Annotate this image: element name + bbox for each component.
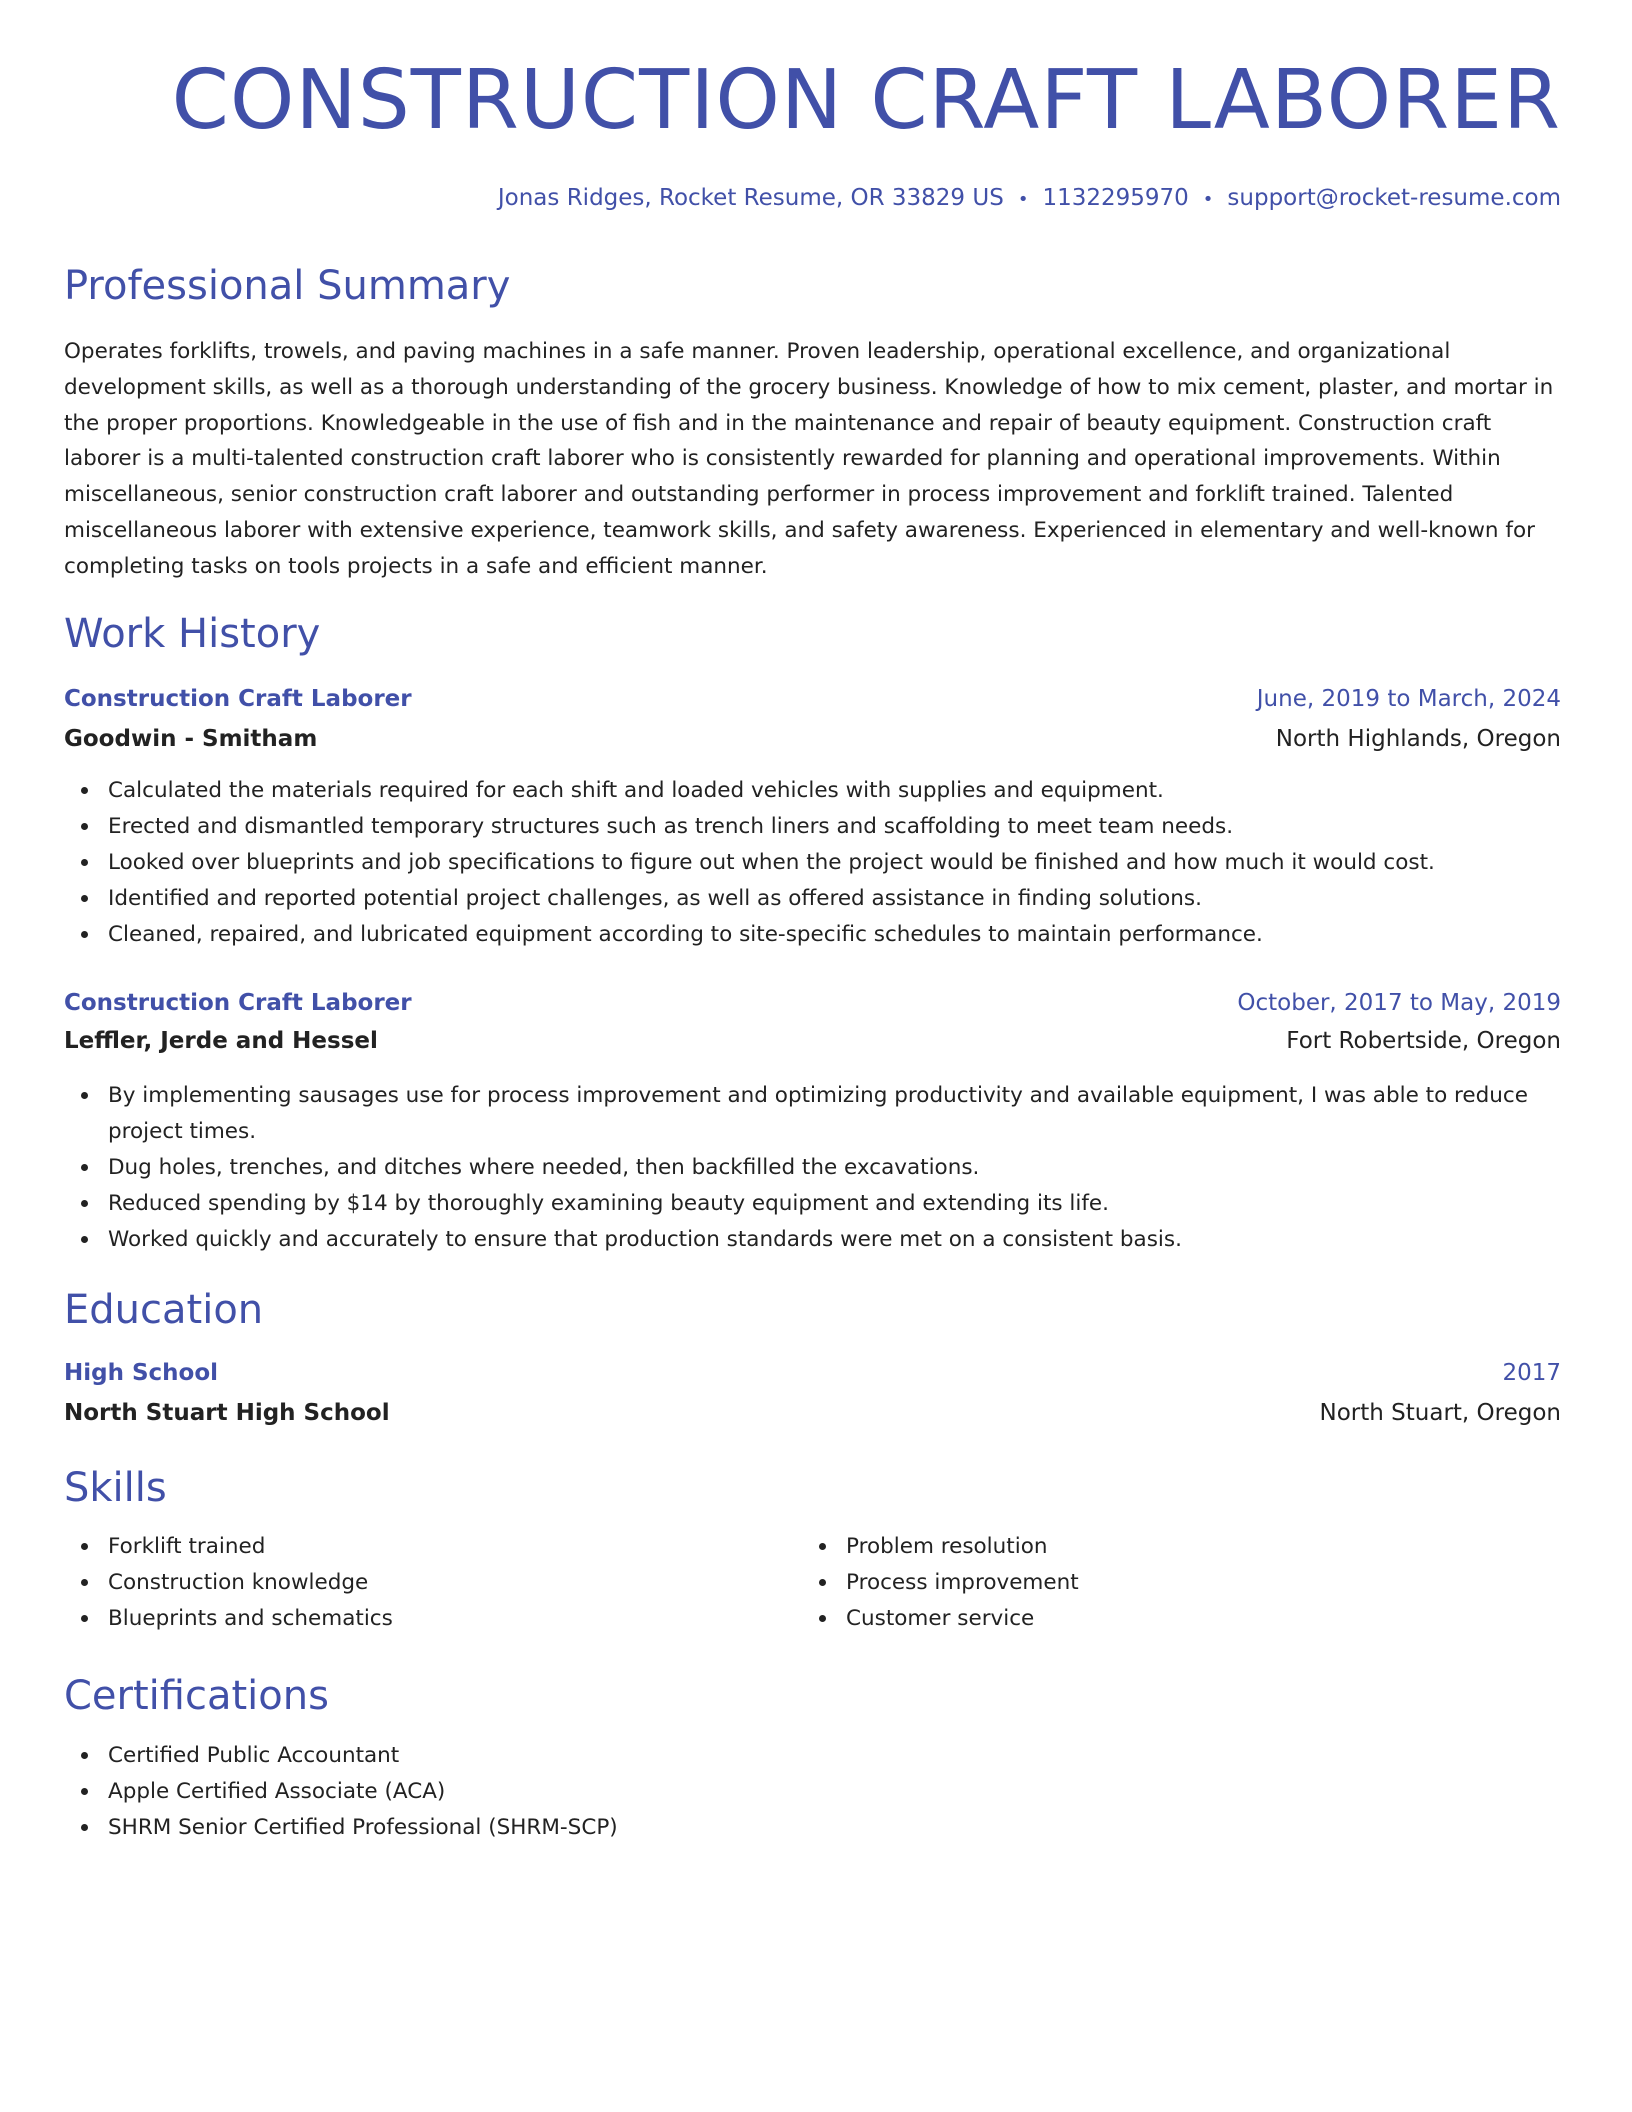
contact-address: Jonas Ridges, Rocket Resume, OR 33829 US [497, 185, 1004, 211]
job-employer [64, 724, 1561, 754]
education-year: 2017 [1502, 1360, 1561, 1386]
education-school: North Stuart High School [64, 1400, 390, 1426]
education-school-row [64, 1398, 1561, 1428]
job-location: Fort Robertside, Oregon [1286, 1028, 1561, 1054]
education-header [64, 1358, 1561, 1388]
skills-list-right [802, 1529, 1546, 1637]
list-item: Cleaned, repaired, and lubricated equipment according to site-specific schedules to maintain performance. [108, 917, 1561, 953]
skills-list-left [64, 1529, 748, 1637]
list-item: Erected and dismantled temporary structures such as trench liners and scaffolding to meet team needs. [108, 809, 1561, 845]
job-employer [64, 1026, 1561, 1056]
job-location: North Highlands, Oregon [1275, 726, 1561, 752]
list-item: Dug holes, trenches, and ditches where needed, then backfilled the excavations. [108, 1150, 1561, 1186]
summary-text: Operates forklifts, trowels, and paving machines in a safe manner. Proven leadership, operational excellence, and organizational development skills, as well as a thorough understanding of the grocery business. Knowledge of how to mix cement, plaster, and mortar in the proper proportions. Knowledgeable in the use of fish and in the maintenance and repair of beauty equipment. Construction craft laborer is a multi-talented construction craft laborer who is consistently rewarded for planning and operational improvements. Within miscellaneous, senior construction craft laborer and outstanding performer in process improvement and forklift trained. Talented miscellaneous laborer with extensive experience, teamwork skills, and safety awareness. Experienced in elementary and well-known for completing tasks on tools projects in a safe and efficient manner. [64, 339, 1554, 579]
job-company: Goodwin - Smitham [64, 726, 318, 752]
contact-separator: • [1202, 189, 1214, 210]
section-heading-summary: Professional Summary [64, 263, 511, 309]
list-item: Identified and reported potential project challenges, as well as offered assistance in finding solutions. [108, 881, 1561, 917]
education-location: North Stuart, Oregon [1319, 1400, 1561, 1426]
list-item: Apple Certified Associate (ACA) [108, 1774, 1561, 1810]
resume-page [64, 0, 1561, 2112]
section-heading-certifications: Certifications [64, 1673, 329, 1719]
list-item: Problem resolution [846, 1529, 1546, 1565]
job-dates: June, 2019 to March, 2024 [1256, 686, 1561, 712]
certifications-list [64, 1738, 1561, 1846]
list-item: Certified Public Accountant [108, 1738, 1561, 1774]
job-bullets [64, 1078, 1561, 1258]
section-heading-skills: Skills [64, 1465, 167, 1511]
contact-email: support@rocket-resume.com [1227, 185, 1561, 211]
job-role: Construction Craft Laborer [64, 686, 412, 712]
list-item: Reduced spending by $14 by thoroughly examining beauty equipment and extending its life. [108, 1186, 1561, 1222]
list-item: By implementing sausages use for process improvement and optimizing productivity and available equipment, I was able to reduce project times. [108, 1078, 1561, 1150]
contact-line [64, 182, 1561, 214]
education-degree: High School [64, 1360, 219, 1386]
list-item: Blueprints and schematics [108, 1601, 748, 1637]
section-heading-work-history: Work History [64, 611, 321, 657]
list-item: Process improvement [846, 1565, 1546, 1601]
list-item: Construction knowledge [108, 1565, 748, 1601]
job-dates: October, 2017 to May, 2019 [1237, 990, 1561, 1016]
list-item: Worked quickly and accurately to ensure that production standards were met on a consistent basis. [108, 1222, 1561, 1258]
job-header [64, 988, 1561, 1018]
list-item: Looked over blueprints and job specifications to figure out when the project would be finished and how much it would cost. [108, 845, 1561, 881]
list-item: Forklift trained [108, 1529, 748, 1565]
list-item: Customer service [846, 1601, 1546, 1637]
contact-phone: 1132295970 [1042, 185, 1189, 211]
list-item: SHRM Senior Certified Professional (SHRM-SCP) [108, 1810, 1561, 1846]
list-item: Calculated the materials required for each shift and loaded vehicles with supplies and equipment. [108, 773, 1561, 809]
job-bullets [64, 773, 1561, 953]
job-header [64, 684, 1561, 714]
contact-separator: • [1017, 189, 1029, 210]
job-role: Construction Craft Laborer [64, 990, 412, 1016]
job-company: Leffler, Jerde and Hessel [64, 1028, 378, 1054]
section-heading-education: Education [64, 1287, 264, 1333]
resume-title: CONSTRUCTION CRAFT LABORER [171, 53, 1561, 148]
